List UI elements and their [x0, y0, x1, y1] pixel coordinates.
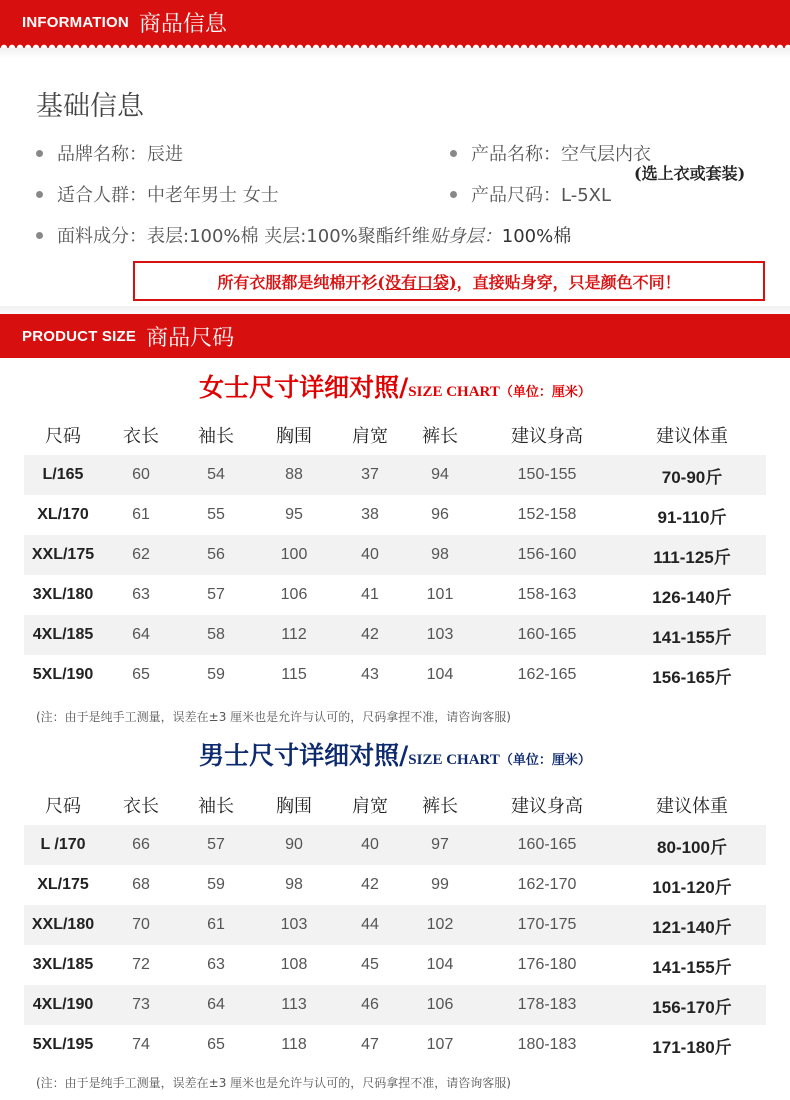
column-header: 建议身高 [511, 426, 583, 447]
column-header: 肩宽 [352, 426, 388, 447]
men-header-row [24, 785, 766, 825]
table-cell: 176-180 [517, 956, 577, 973]
fabric-text-a: 面料成分：表层:100%棉 夹层:100%聚酯纤维 [57, 226, 430, 247]
table-cell: 115 [281, 666, 307, 683]
table-cell: 112 [252, 615, 336, 655]
table-cell: 41 [361, 586, 379, 603]
table-cell: 97 [404, 825, 476, 865]
table-cell: 62 [102, 535, 180, 575]
table-cell: 180-183 [517, 1036, 577, 1053]
table-cell: 61 [132, 506, 150, 523]
product-name-text: 产品名称：空气层内衣 [471, 144, 651, 165]
table-row [24, 495, 766, 535]
women-title-en: SIZE CHART [408, 384, 500, 400]
table-cell: 121-140斤 [618, 905, 766, 945]
column-header: 袖长 [198, 426, 234, 447]
table-cell: 98 [285, 876, 303, 893]
table-cell: 98 [404, 535, 476, 575]
table-cell: 5XL/190 [32, 666, 94, 683]
table-cell: 68 [132, 876, 150, 893]
table-cell: 64 [102, 615, 180, 655]
women-header-row [24, 415, 766, 455]
table-cell: 55 [207, 506, 225, 523]
table-cell: 3XL/185 [32, 956, 94, 973]
table-cell: 66 [102, 825, 180, 865]
product-name-row [450, 140, 651, 166]
table-cell: 101-120斤 [652, 877, 732, 897]
men-title-en: SIZE CHART [408, 752, 500, 768]
table-cell: 70 [102, 905, 180, 945]
women-size-table [24, 415, 766, 695]
product-size-banner-en: PRODUCT SIZE [22, 327, 137, 345]
table-cell: 3XL/180 [32, 586, 94, 603]
table-cell: 4XL/185 [24, 615, 102, 655]
table-cell: 108 [280, 956, 308, 973]
table-cell: 88 [252, 455, 336, 495]
information-banner [0, 0, 790, 48]
table-cell: 59 [207, 876, 225, 893]
women-chart-title [0, 368, 790, 404]
table-cell: XXL/175 [24, 535, 102, 575]
audience-text: 适合人群：中老年男士 女士 [57, 185, 279, 206]
audience-row [36, 181, 279, 207]
men-size-table [24, 785, 766, 1065]
table-row [24, 1025, 766, 1065]
table-cell: 141-155斤 [618, 615, 766, 655]
table-cell: 104 [426, 956, 454, 973]
table-cell: 150-155 [476, 455, 618, 495]
table-cell: 162-165 [517, 666, 577, 683]
table-cell: 170-175 [476, 905, 618, 945]
column-header: 衣长 [123, 426, 159, 447]
table-cell: 63 [207, 956, 225, 973]
table-row [24, 535, 766, 575]
product-size-banner [0, 314, 790, 358]
table-cell: 72 [132, 956, 150, 973]
table-cell: 45 [361, 956, 379, 973]
men-chart-title [0, 736, 790, 772]
fabric-row [36, 222, 571, 248]
table-cell: 160-165 [476, 825, 618, 865]
table-cell: 156-165斤 [652, 667, 732, 687]
table-cell: 44 [336, 905, 404, 945]
table-cell: 57 [180, 825, 252, 865]
table-cell: 63 [132, 586, 150, 603]
column-header: 建议身高 [511, 796, 583, 817]
men-title-unit: （单位：厘米） [499, 753, 591, 768]
table-cell: 107 [426, 1036, 454, 1053]
table-row [24, 985, 766, 1025]
table-cell: 102 [404, 905, 476, 945]
table-cell: 96 [431, 506, 449, 523]
table-cell: XL/170 [37, 506, 89, 523]
table-cell: 65 [132, 666, 150, 683]
table-cell: L/165 [24, 455, 102, 495]
fabric-text-c: 100%棉 [501, 226, 572, 247]
brand-text: 品牌名称：辰进 [57, 144, 183, 165]
column-header: 尺码 [45, 426, 81, 447]
brand-row [36, 140, 183, 166]
table-row [24, 945, 766, 985]
column-header: 肩宽 [352, 796, 388, 817]
table-cell: 156-170斤 [618, 985, 766, 1025]
women-footnote: (注：由于是纯手工测量，误差在±3 厘米也是允许与认可的，尺码拿捏不准，请咨询客服) [36, 710, 511, 724]
column-header: 袖长 [198, 796, 234, 817]
table-cell: 171-180斤 [652, 1037, 732, 1057]
bullet-dot-icon [36, 150, 43, 157]
table-cell: 38 [361, 506, 379, 523]
table-cell: 90 [252, 825, 336, 865]
table-row [24, 575, 766, 615]
bullet-dot-icon [36, 232, 43, 239]
table-cell: 40 [336, 825, 404, 865]
table-cell: 47 [361, 1036, 379, 1053]
table-row [24, 825, 766, 865]
table-cell: 118 [281, 1036, 307, 1053]
table-cell: 156-160 [476, 535, 618, 575]
table-cell: 42 [361, 876, 379, 893]
table-cell: 91-110斤 [657, 507, 727, 527]
table-cell: 101 [426, 586, 454, 603]
table-row [24, 905, 766, 945]
women-title-unit: （单位：厘米） [499, 385, 591, 400]
column-header: 建议体重 [656, 796, 728, 817]
table-cell: 57 [207, 586, 225, 603]
table-cell: 56 [180, 535, 252, 575]
column-header: 裤长 [422, 796, 458, 817]
side-note: (选上衣或套装) [634, 164, 746, 183]
notice-box [133, 261, 765, 301]
column-header: 建议体重 [656, 426, 728, 447]
sizes-row [450, 181, 611, 207]
table-row [24, 655, 766, 695]
table-cell: 103 [252, 905, 336, 945]
table-cell: 54 [180, 455, 252, 495]
table-cell: 64 [180, 985, 252, 1025]
table-cell: 158-163 [517, 586, 577, 603]
table-cell: 58 [180, 615, 252, 655]
table-cell: 99 [431, 876, 449, 893]
column-header: 衣长 [123, 796, 159, 817]
table-cell: 178-183 [476, 985, 618, 1025]
notice-part2: (没有口袋) [377, 272, 457, 292]
table-cell: 59 [207, 666, 225, 683]
column-header: 胸围 [276, 796, 312, 817]
table-row [24, 615, 766, 655]
table-cell: 94 [404, 455, 476, 495]
table-cell: 104 [426, 666, 454, 683]
table-cell: 65 [207, 1036, 225, 1053]
table-cell: 61 [180, 905, 252, 945]
table-cell: XL/175 [37, 876, 89, 893]
table-cell: 74 [132, 1036, 150, 1053]
table-cell: XXL/180 [24, 905, 102, 945]
women-title-cn: 女士尺寸详细对照/ [199, 373, 409, 402]
sizes-text: 产品尺码：L-5XL [471, 185, 612, 206]
basic-info-title: 基础信息 [36, 91, 144, 122]
information-banner-cn: 商品信息 [138, 11, 227, 37]
bullet-dot-icon [450, 150, 457, 157]
fabric-text-b: 贴身层： [429, 226, 502, 247]
banner-shadow [0, 48, 790, 58]
table-cell: 80-100斤 [618, 825, 766, 865]
table-cell: 46 [336, 985, 404, 1025]
bullet-dot-icon [450, 191, 457, 198]
table-cell: 4XL/190 [24, 985, 102, 1025]
table-cell: 113 [252, 985, 336, 1025]
table-cell: 103 [404, 615, 476, 655]
product-size-banner-cn: 商品尺码 [146, 325, 235, 351]
table-cell: L /170 [24, 825, 102, 865]
table-cell: 162-170 [517, 876, 577, 893]
men-footnote: (注：由于是纯手工测量，误差在±3 厘米也是允许与认可的，尺码拿捏不准，请咨询客服) [36, 1076, 511, 1090]
table-cell: 5XL/195 [32, 1036, 94, 1053]
men-title-cn: 男士尺寸详细对照/ [199, 741, 409, 770]
column-header: 尺码 [45, 796, 81, 817]
column-header: 胸围 [276, 426, 312, 447]
information-banner-en: INFORMATION [22, 13, 129, 31]
table-row [24, 455, 766, 495]
table-cell: 152-158 [517, 506, 577, 523]
table-cell: 100 [252, 535, 336, 575]
notice-part3: ，直接贴身穿，只是颜色不同！ [456, 272, 681, 292]
table-cell: 43 [361, 666, 379, 683]
table-cell: 106 [280, 586, 308, 603]
table-cell: 40 [336, 535, 404, 575]
table-cell: 73 [102, 985, 180, 1025]
table-cell: 60 [102, 455, 180, 495]
table-row [24, 865, 766, 905]
table-cell: 70-90斤 [618, 455, 766, 495]
table-cell: 95 [285, 506, 303, 523]
table-cell: 160-165 [476, 615, 618, 655]
notice-part1: 所有衣服都是纯棉开衫 [217, 272, 378, 292]
bullet-dot-icon [36, 191, 43, 198]
table-cell: 111-125斤 [618, 535, 766, 575]
table-cell: 126-140斤 [652, 587, 732, 607]
table-cell: 42 [336, 615, 404, 655]
column-header: 裤长 [422, 426, 458, 447]
table-cell: 141-155斤 [652, 957, 732, 977]
table-cell: 106 [404, 985, 476, 1025]
table-cell: 37 [336, 455, 404, 495]
